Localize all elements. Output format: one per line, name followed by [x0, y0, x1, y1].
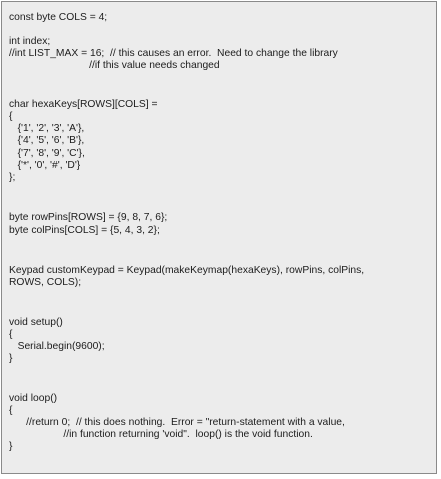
code-line-row-3: {'7', '8', '9', 'C'}, [9, 148, 85, 159]
code-line-void-comment: //in function returning 'void". loop() is the void function. [9, 429, 313, 440]
code-line-loop-open: { [9, 405, 13, 416]
code-line-rowpins: byte rowPins[ROWS] = {9, 8, 7, 6}; [9, 212, 168, 223]
code-line-row-1: {'1', '2', '3', 'A'}, [9, 123, 85, 134]
code-line-keypad-args: ROWS, COLS); [9, 277, 82, 288]
code-line-row-4: {'*', '0', '#', 'D'} [9, 160, 81, 171]
code-line-loop-close: } [9, 441, 13, 452]
code-line-list-max-comment: //int LIST_MAX = 16; // this causes an error. Need to change the library [9, 48, 338, 59]
code-line-comment-continued: //if this value needs changed [9, 60, 220, 71]
code-line-setup-open: { [9, 329, 13, 340]
code-line-row-2: {'4', '5', '6', 'B'}, [9, 135, 85, 146]
code-snippet-panel [1, 1, 437, 474]
code-line-open-brace: { [9, 111, 13, 122]
code-line-setup-decl: void setup() [9, 317, 63, 328]
code-line-keypad-decl: Keypad customKeypad = Keypad(makeKeymap(hexaKeys), rowPins, colPins, [9, 265, 365, 276]
code-line-return-comment: //return 0; // this does nothing. Error = "return-statement with a value, [9, 417, 345, 428]
code-line-cols: const byte COLS = 4; [9, 12, 108, 23]
code-line-serial-begin: Serial.begin(9600); [9, 341, 105, 352]
code-line-setup-close: } [9, 353, 13, 364]
code-line-hexakeys-decl: char hexaKeys[ROWS][COLS] = [9, 99, 158, 110]
code-line-int-index: int index; [9, 36, 51, 47]
code-line-loop-decl: void loop() [9, 393, 58, 404]
code-line-colpins: byte colPins[COLS] = {5, 4, 3, 2}; [9, 225, 160, 236]
code-line-close-brace: }; [9, 172, 16, 183]
